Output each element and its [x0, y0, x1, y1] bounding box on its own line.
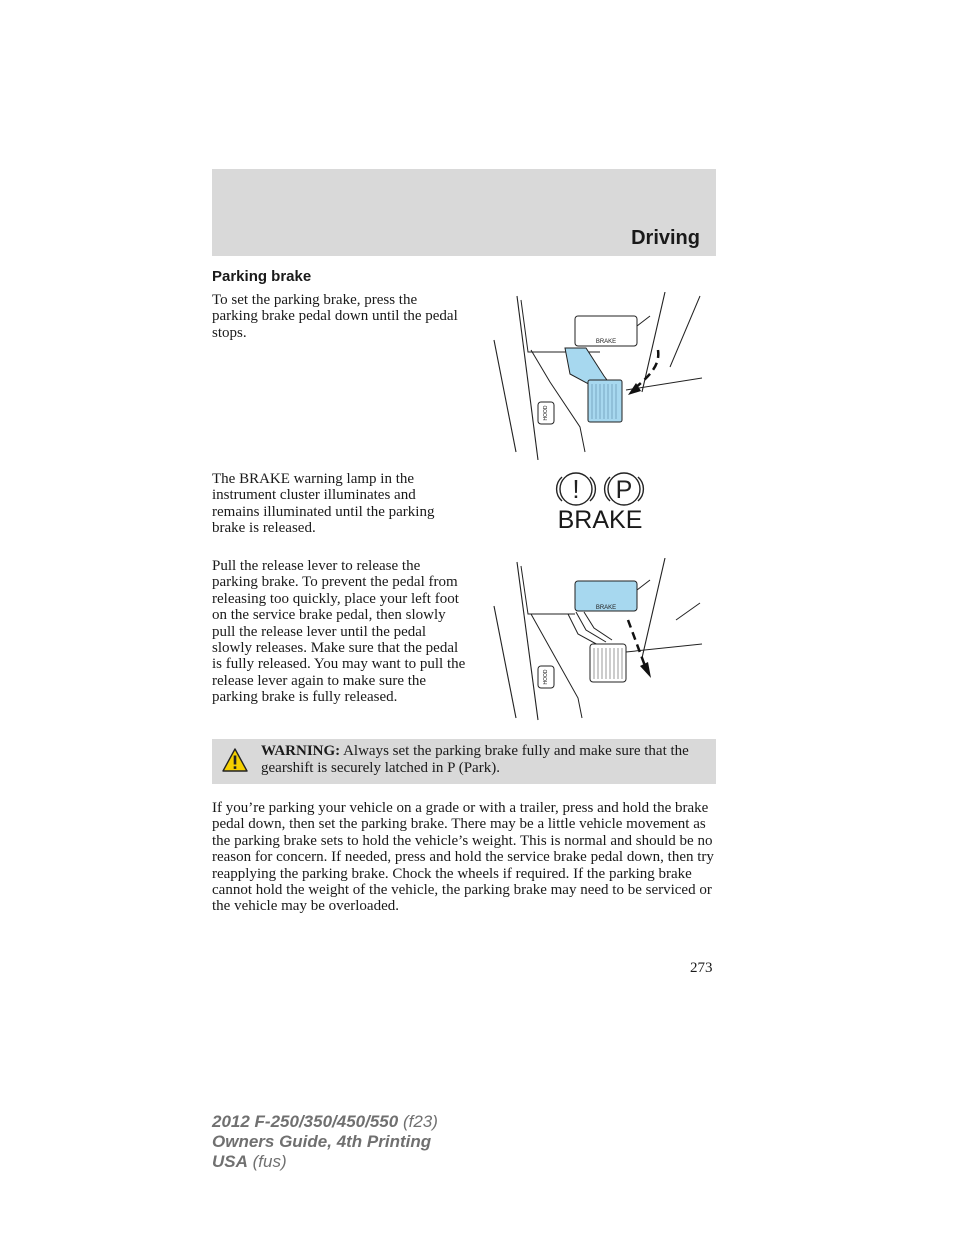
page-number: 273 — [690, 960, 713, 976]
parking-brake-set-illustration — [490, 292, 710, 460]
paragraph-set-brake: To set the parking brake, press the parking brake pedal down until the pedal stops. — [212, 292, 458, 341]
lamp-symbol-p: P — [615, 476, 633, 504]
brake-lamp-symbols-icon — [545, 470, 655, 510]
warning-triangle-icon — [221, 747, 249, 773]
footer-line-2: Owners Guide, 4th Printing — [212, 1132, 432, 1151]
warning-message: Always set the parking brake fully and make sure that the gearshift is securely latched in P (Park). — [261, 743, 689, 776]
warning-text — [261, 743, 706, 776]
footer-model-code: (f23) — [398, 1112, 438, 1131]
header-band — [212, 169, 716, 256]
footer-line-3 — [212, 1152, 438, 1172]
subheading: Parking brake — [212, 268, 312, 285]
pedal-lever-label-release: BRAKE — [595, 605, 617, 611]
footer-model: 2012 F-250/350/450/550 — [212, 1112, 399, 1131]
lamp-word: BRAKE — [557, 506, 643, 534]
paragraph-release: Pull the release lever to release the parking brake. To prevent the pedal from releasing too quickly, place your left foot on the service brake pedal, then slowly pull the release lever until the pedal slowly releases. Make sure that the pedal is fully released. You may want to pull the release lever again to make sure the parking brake is fully released. — [212, 558, 466, 706]
footer-market-code: (fus) — [247, 1152, 287, 1171]
section-title: Driving — [631, 227, 700, 249]
warning-label: WARNING: — [261, 743, 341, 759]
footer-market: USA — [212, 1152, 248, 1171]
lamp-symbol-exclamation: ! — [572, 474, 580, 504]
hood-label-release: HOOD — [543, 669, 549, 685]
brake-warning-lamp — [545, 470, 655, 536]
parking-brake-release-illustration — [490, 558, 710, 726]
pedal-lever-label: BRAKE — [595, 339, 617, 345]
paragraph-warning-lamp: The BRAKE warning lamp in the instrument cluster illuminates and remains illuminated until the parking brake is released. — [212, 471, 435, 537]
footer — [212, 1112, 438, 1172]
footer-line-1 — [212, 1112, 438, 1132]
paragraph-grade: If you’re parking your vehicle on a grade or with a trailer, press and hold the brake pedal down, then set the parking brake. There may be a little vehicle movement as the parking brake sets to hold the vehicle’s weight. This is normal and should be no reason for concern. If needed, press and hold the service brake pedal down, then try reapplying the parking brake. Chock the wheels if required. If the parking brake cannot hold the weight of the vehicle, the parking brake may need to be serviced or the vehicle may be overloaded. — [212, 800, 714, 915]
hood-label: HOOD — [543, 405, 549, 421]
warning-box — [212, 739, 716, 784]
